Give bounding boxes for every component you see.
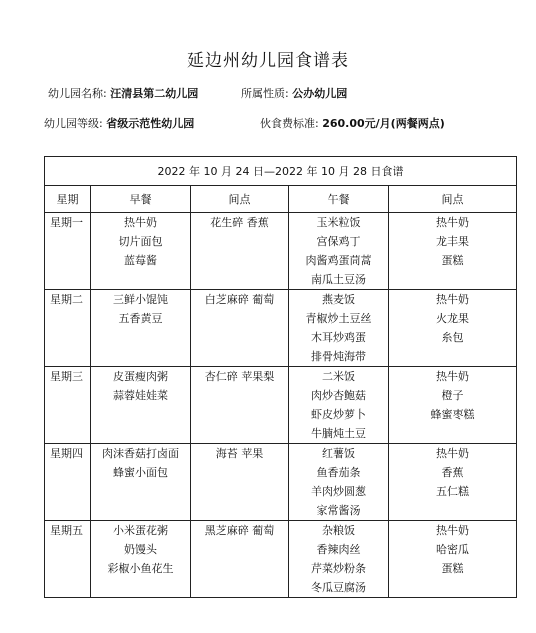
breakfast-cell: [91, 444, 191, 521]
meal-fee-label: 伙食费标准:: [260, 117, 319, 130]
menu-item: 燕麦饭: [322, 293, 355, 306]
kindergarten-grade-label: 幼儿园等级:: [44, 117, 103, 130]
menu-item: 热牛奶: [436, 293, 469, 306]
kindergarten-nature-label: 所属性质:: [241, 87, 289, 100]
menu-item: 玉米粒饭: [316, 216, 361, 229]
menu-item: 肉酱鸡蛋茼蒿: [305, 254, 372, 267]
menu-item: 青椒炒土豆丝: [305, 312, 372, 325]
menu-item: 火龙果: [436, 312, 469, 325]
table-row: [45, 290, 517, 367]
meal-fee-value: 260.00元/月(两餐两点): [322, 117, 445, 130]
menu-item: 切片面包: [118, 235, 163, 248]
header-weekday: 星期: [45, 186, 91, 213]
menu-item: 牛腩炖土豆: [311, 427, 366, 440]
weekday-cell: [45, 521, 91, 598]
menu-item: 木耳炒鸡蛋: [311, 331, 366, 344]
period-cell: 2022 年 10 月 24 日—2022 年 10 月 28 日食谱: [45, 157, 517, 186]
table-row: [45, 444, 517, 521]
menu-item: 海苔 苹果: [215, 447, 264, 460]
weekday-cell: [45, 213, 91, 290]
header-breakfast: 早餐: [91, 186, 191, 213]
menu-item: 香蕉: [441, 466, 464, 479]
weekday-cell: [45, 444, 91, 521]
snack-morning-cell: [191, 213, 289, 290]
menu-item: 羊肉炒圆葱: [311, 485, 366, 498]
menu-item: 五仁糕: [436, 485, 469, 498]
page-title: 延边州幼儿园食谱表: [187, 51, 349, 71]
menu-item: 小米蛋花粥: [113, 524, 168, 537]
header-lunch: 午餐: [289, 186, 389, 213]
lunch-cell: [289, 367, 389, 444]
menu-item: 黑芝麻碎 葡萄: [204, 524, 275, 537]
menu-item: 肉炒杏鲍菇: [311, 389, 366, 402]
snack-afternoon-cell: [389, 521, 517, 598]
menu-item: 哈密瓜: [436, 543, 469, 556]
menu-item: 冬瓜豆腐汤: [311, 581, 366, 594]
weekday-label: 星期五: [50, 524, 83, 537]
menu-item: 五香黄豆: [118, 312, 163, 325]
kindergarten-grade-field: [44, 115, 194, 131]
menu-item: 排骨炖海带: [311, 350, 366, 363]
lunch-cell: [289, 521, 389, 598]
menu-item: 虾皮炒萝卜: [311, 408, 366, 421]
menu-item: 蒜蓉娃娃菜: [113, 389, 168, 402]
lunch-cell: [289, 290, 389, 367]
menu-item: 白芝麻碎 葡萄: [204, 293, 275, 306]
meal-fee-field: [260, 115, 445, 131]
menu-item: 奶馒头: [124, 543, 157, 556]
header-row: [45, 186, 517, 213]
snack-morning-cell: [191, 444, 289, 521]
breakfast-cell: [91, 213, 191, 290]
menu-item: 热牛奶: [436, 447, 469, 460]
kindergarten-nature-value: 公办幼儿园: [292, 87, 348, 100]
menu-item: 热牛奶: [436, 370, 469, 383]
snack-afternoon-cell: [389, 367, 517, 444]
menu-item: 芹菜炒粉条: [311, 562, 366, 575]
menu-table: [44, 156, 517, 598]
menu-item: 肉沫香菇打卤面: [102, 447, 179, 460]
menu-item: 香辣肉丝: [316, 543, 361, 556]
table-row: [45, 213, 517, 290]
table-row: [45, 521, 517, 598]
snack-morning-cell: [191, 367, 289, 444]
menu-item: 橙子: [441, 389, 464, 402]
snack-morning-cell: [191, 521, 289, 598]
menu-item: 杏仁碎 苹果梨: [204, 370, 275, 383]
lunch-cell: [289, 444, 389, 521]
menu-item: 鱼香茄条: [316, 466, 361, 479]
menu-item: 蜂蜜小面包: [113, 466, 168, 479]
breakfast-cell: [91, 290, 191, 367]
kindergarten-name-value: 汪清县第二幼儿园: [110, 87, 199, 100]
header-snack-afternoon: 间点: [389, 186, 517, 213]
breakfast-cell: [91, 521, 191, 598]
menu-item: 杂粮饭: [322, 524, 355, 537]
menu-item: 宫保鸡丁: [316, 235, 361, 248]
menu-item: 龙丰果: [436, 235, 469, 248]
snack-afternoon-cell: [389, 444, 517, 521]
table-row: [45, 367, 517, 444]
weekday-label: 星期四: [50, 447, 83, 460]
kindergarten-grade-value: 省级示范性幼儿园: [106, 117, 195, 130]
menu-item: 蜂蜜枣糕: [430, 408, 475, 421]
snack-afternoon-cell: [389, 213, 517, 290]
menu-item: 蓝莓酱: [124, 254, 157, 267]
menu-item: 蛋糕: [441, 562, 464, 575]
lunch-cell: [289, 213, 389, 290]
breakfast-cell: [91, 367, 191, 444]
menu-item: 红薯饭: [322, 447, 355, 460]
menu-item: 糸包: [441, 331, 464, 344]
menu-item: 彩椒小鱼花生: [107, 562, 174, 575]
menu-item: 二米饭: [322, 370, 355, 383]
weekday-label: 星期一: [50, 216, 83, 229]
menu-item: 热牛奶: [436, 216, 469, 229]
menu-item: 花生碎 香蕉: [210, 216, 269, 229]
weekday-cell: [45, 367, 91, 444]
kindergarten-name-label: 幼儿园名称:: [48, 87, 107, 100]
menu-item: 热牛奶: [124, 216, 157, 229]
weekday-label: 星期二: [50, 293, 83, 306]
period-row: [45, 157, 517, 186]
menu-item: 蛋糕: [441, 254, 464, 267]
menu-item: 热牛奶: [436, 524, 469, 537]
snack-afternoon-cell: [389, 290, 517, 367]
weekday-cell: [45, 290, 91, 367]
menu-item: 三鲜小馄饨: [113, 293, 168, 306]
menu-item: 家常酱汤: [316, 504, 361, 517]
menu-item: 皮蛋瘦肉粥: [113, 370, 168, 383]
kindergarten-nature-field: [241, 85, 347, 101]
header-snack-morning: 间点: [191, 186, 289, 213]
kindergarten-name-field: [48, 85, 198, 101]
weekday-label: 星期三: [50, 370, 83, 383]
snack-morning-cell: [191, 290, 289, 367]
menu-item: 南瓜土豆汤: [311, 273, 366, 286]
